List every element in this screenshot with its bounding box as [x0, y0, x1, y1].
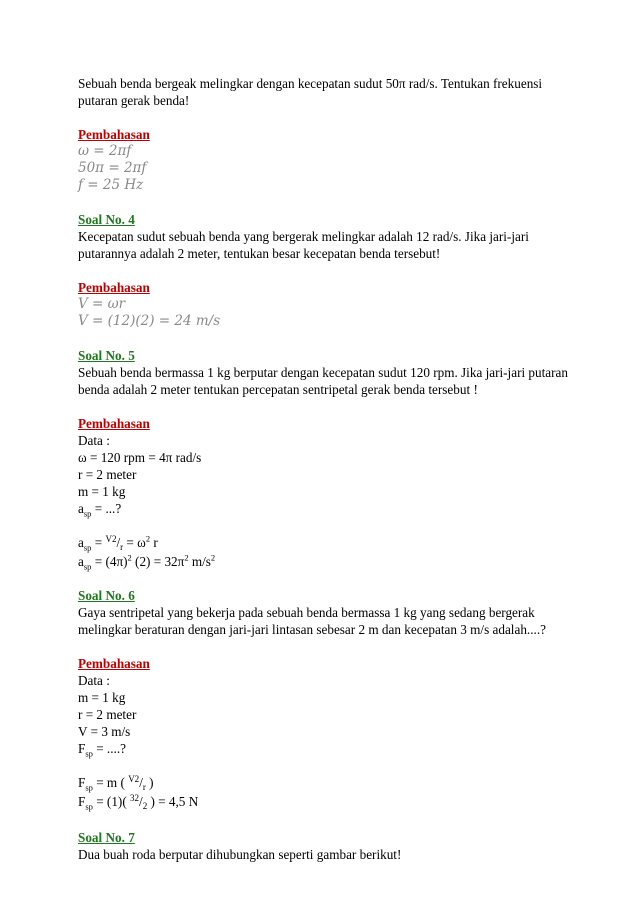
intro-question: Sebuah benda bergeak melingkar dengan kecepatan sudut 50π rad/s. Tentukan frekuensi putaran gerak benda!: [78, 76, 543, 108]
text: =: [91, 535, 106, 550]
pembahasan-6: [78, 655, 578, 812]
text: m/s: [188, 554, 211, 569]
pembahasan-3: [78, 126, 578, 194]
soal-4: [78, 211, 578, 262]
formula-line: 50π = 2πf: [78, 160, 147, 176]
formula-line: V = ωr: [78, 296, 126, 312]
subscript: sp: [85, 748, 93, 759]
soal-question: Gaya sentripetal yang bekerja pada sebuah benda bermassa 1 kg yang sedang bergerak melingkar beraturan dengan jari-jari lintasan sebesar 2 m dan kecepatan 3 m/s adalah....?: [78, 605, 546, 637]
superscript: 2: [127, 552, 132, 563]
superscript: 2: [210, 552, 216, 563]
fraction-numerator: V2: [105, 534, 117, 544]
data-line: r = 2 meter: [78, 707, 137, 722]
superscript: 2: [184, 552, 189, 563]
data-line: ω = 120 rpm = 4π rad/s: [78, 450, 202, 465]
data-label: Data :: [78, 673, 110, 688]
pembahasan-heading: Pembahasan: [78, 127, 150, 142]
fraction-numerator: V2: [128, 774, 140, 784]
fraction-denominator: r: [120, 542, 124, 552]
formula-line: [78, 534, 578, 553]
fraction-numerator: 32: [130, 793, 140, 803]
data-line: [78, 740, 578, 757]
text: ): [145, 775, 154, 790]
pembahasan-heading: Pembahasan: [78, 280, 150, 295]
subscript: sp: [83, 561, 92, 572]
text: ) = 4,5 N: [147, 794, 199, 809]
fraction-slash: /: [139, 775, 143, 790]
symbol: a: [78, 501, 84, 516]
data-line: m = 1 kg: [78, 484, 126, 499]
pembahasan-heading: Pembahasan: [78, 416, 150, 431]
text: (2) = 32π: [131, 554, 185, 569]
fraction-denominator: 2: [142, 801, 148, 811]
data-label: Data :: [78, 433, 110, 448]
formula-line: [78, 553, 578, 570]
fraction-denominator: r: [142, 782, 146, 792]
data-line: r = 2 meter: [78, 467, 137, 482]
symbol: a: [78, 554, 84, 569]
text: = ...?: [91, 501, 122, 516]
pembahasan-4: [78, 279, 578, 330]
text: = m (: [92, 775, 129, 790]
data-line: V = 3 m/s: [78, 724, 131, 739]
soal-heading: Soal No. 5: [78, 348, 135, 363]
pembahasan-5: [78, 415, 578, 570]
superscript: 2: [145, 533, 151, 544]
text: = (1)(: [92, 794, 131, 809]
pembahasan-heading: Pembahasan: [78, 656, 150, 671]
text: = ω: [123, 535, 146, 550]
text: = (4π): [91, 554, 128, 569]
symbol: F: [78, 741, 86, 756]
subscript: sp: [83, 542, 92, 553]
soal-6: [78, 587, 578, 638]
soal-question: Kecepatan sudut sebuah benda yang bergerak melingkar adalah 12 rad/s. Jika jari-jari putarannya adalah 2 meter, tentukan besar kecepatan benda tersebut!: [78, 229, 529, 261]
soal-7: [78, 829, 578, 863]
document-page: [78, 75, 578, 880]
soal-question: Dua buah roda berputar dihubungkan seperti gambar berikut!: [78, 847, 402, 862]
subscript: sp: [85, 782, 93, 793]
symbol: F: [78, 775, 86, 790]
soal-question: Sebuah benda bermassa 1 kg berputar dengan kecepatan sudut 120 rpm. Jika jari-jari putaran benda adalah 2 meter tentukan percepatan sentripetal gerak benda tersebut !: [78, 365, 568, 397]
symbol: a: [78, 535, 84, 550]
fraction-slash: /: [139, 794, 143, 809]
formula-line: ω = 2πf: [78, 143, 132, 159]
text: = ....?: [92, 741, 126, 756]
subscript: sp: [83, 508, 92, 519]
formula-line: [78, 774, 578, 793]
spacer: [78, 517, 578, 534]
text: r: [150, 535, 158, 550]
subscript: sp: [85, 801, 93, 812]
formula-line: [78, 793, 578, 812]
soal-heading: Soal No. 6: [78, 588, 135, 603]
data-line: m = 1 kg: [78, 690, 126, 705]
soal-heading: Soal No. 7: [78, 830, 135, 845]
soal-heading: Soal No. 4: [78, 212, 135, 227]
data-line: [78, 500, 578, 517]
soal-5: [78, 347, 578, 398]
fraction-slash: /: [116, 535, 121, 550]
spacer: [78, 757, 578, 774]
formula-line: f = 25 Hz: [78, 177, 144, 193]
symbol: F: [78, 794, 86, 809]
formula-line: V = (12)(2) = 24 m/s: [78, 313, 221, 329]
